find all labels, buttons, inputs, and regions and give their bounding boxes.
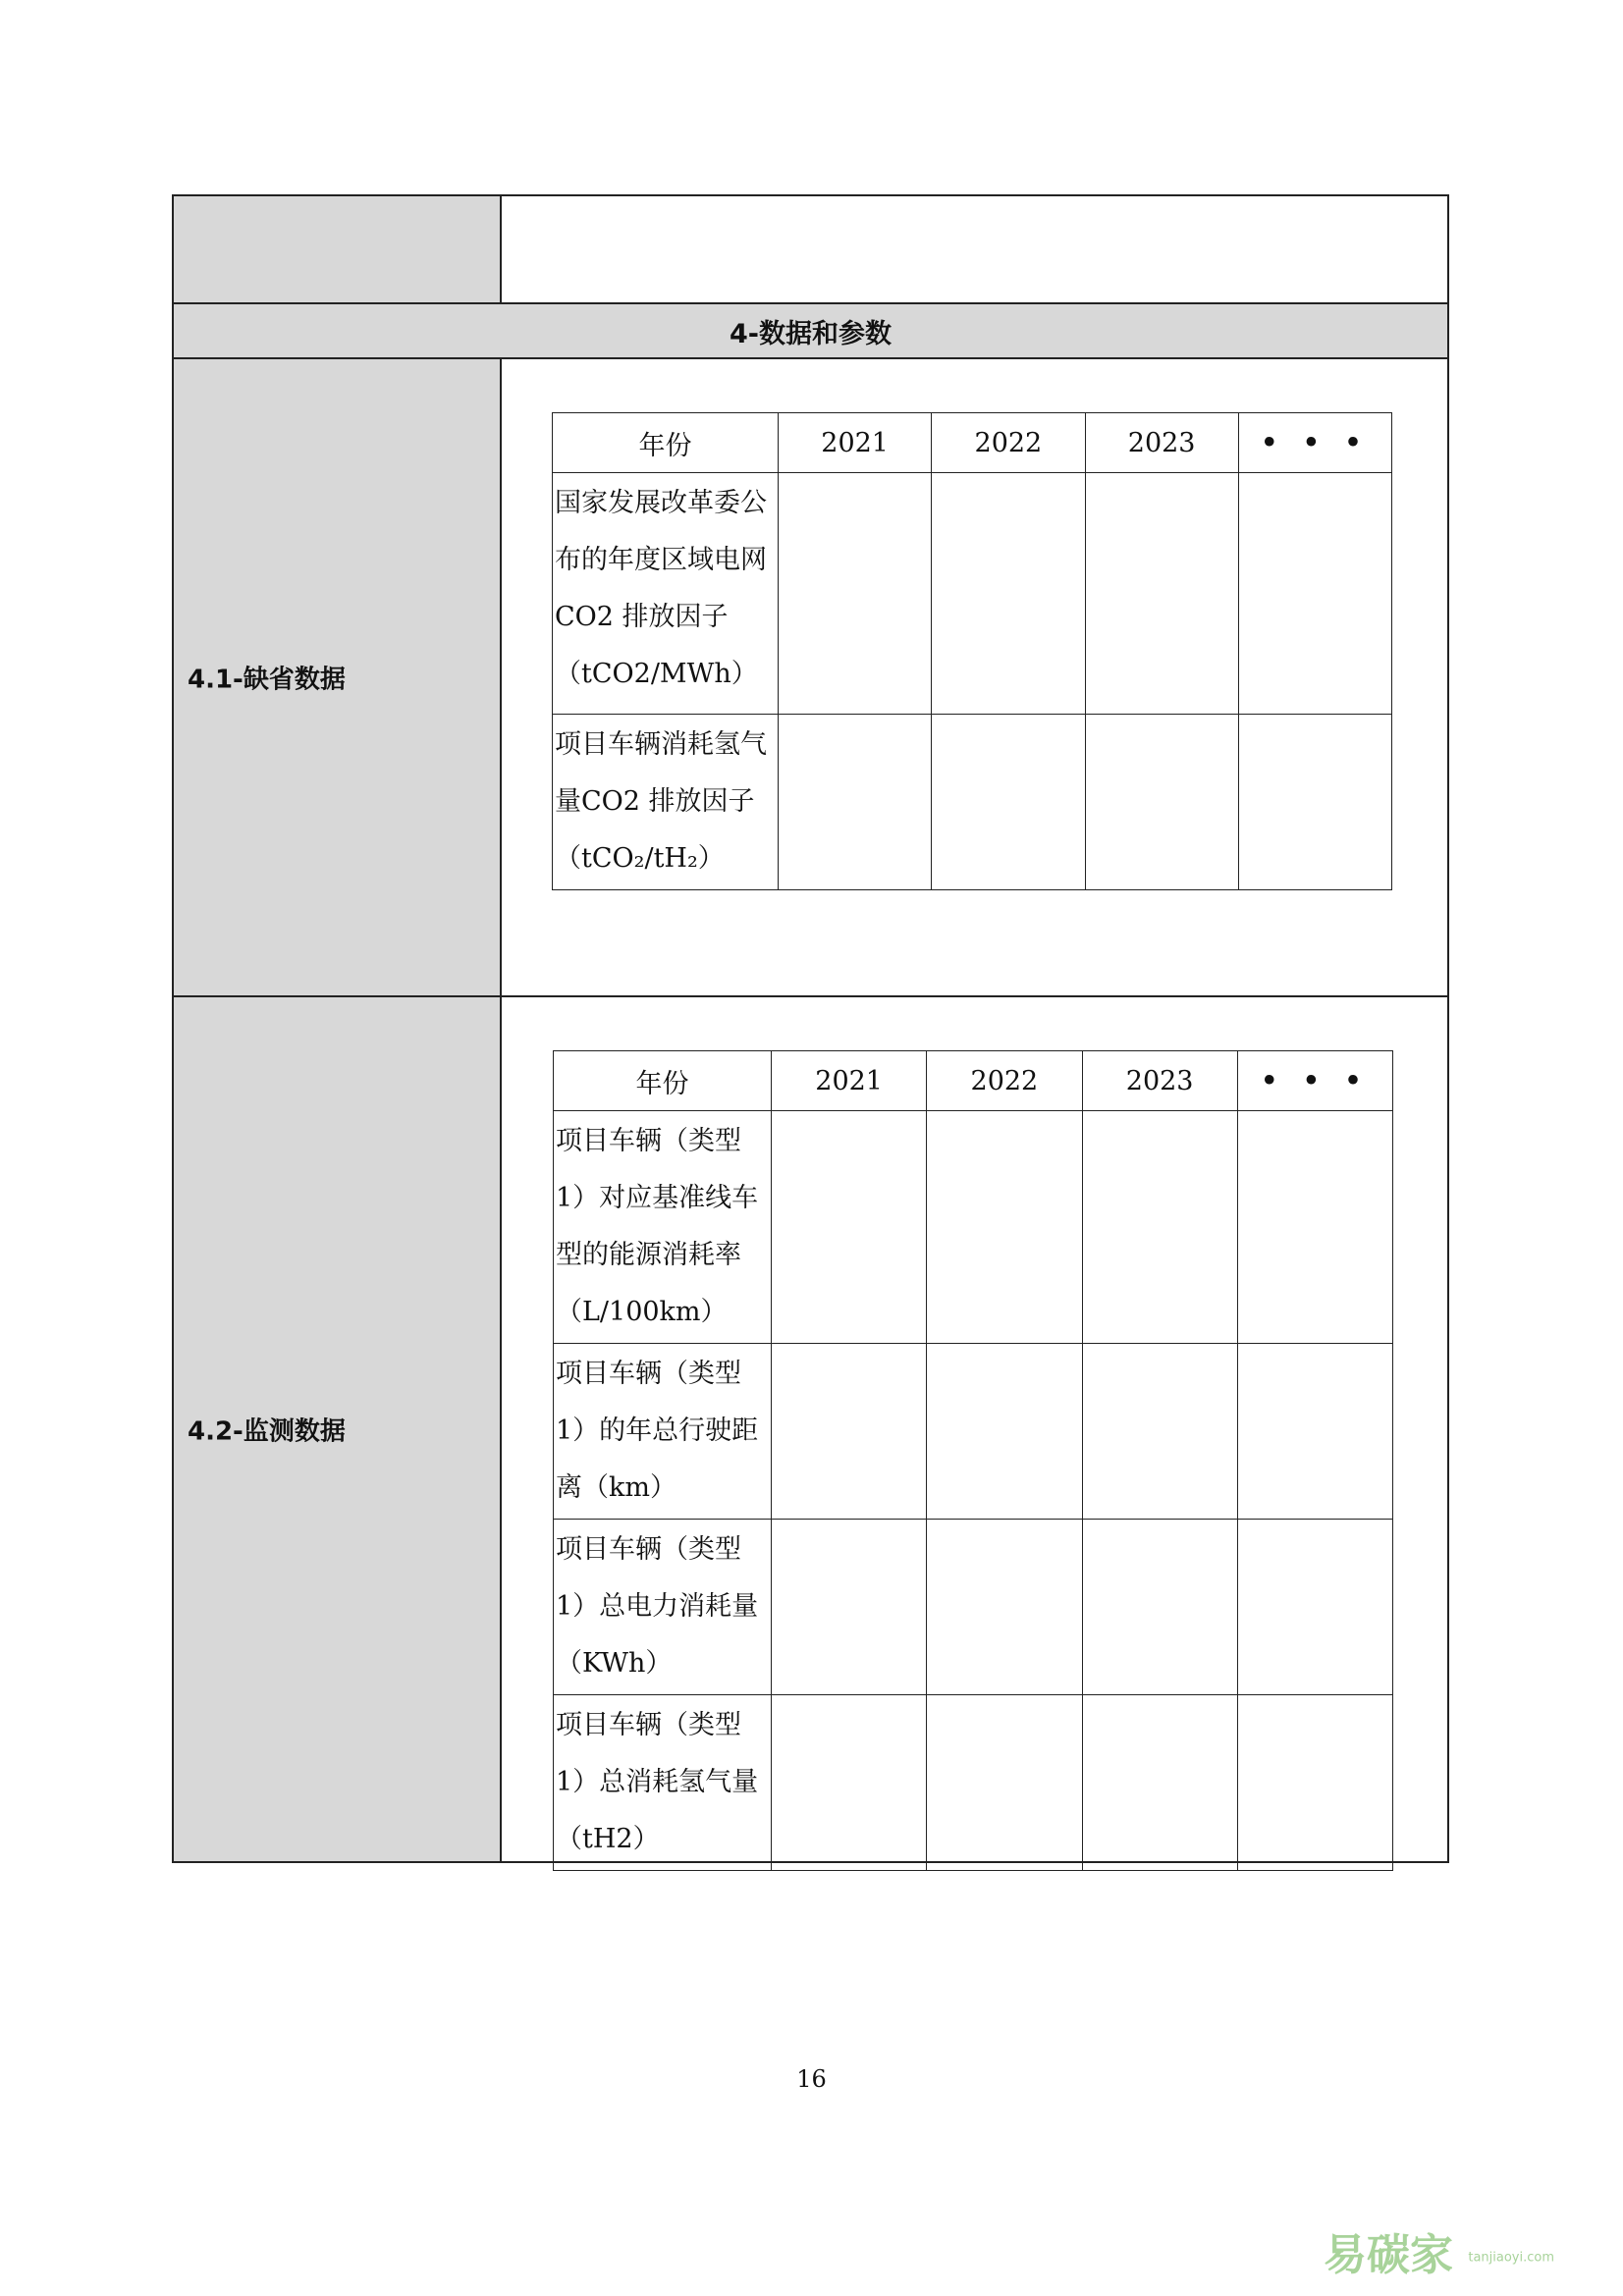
header-2021: 2021 bbox=[772, 1051, 927, 1111]
label-cell-empty bbox=[174, 196, 502, 302]
header-2023: 2023 bbox=[1085, 413, 1238, 473]
header-year: 年份 bbox=[554, 1051, 772, 1111]
monitoring-data-row bbox=[174, 997, 1447, 1861]
value-cell[interactable] bbox=[1238, 473, 1391, 715]
table-row bbox=[554, 1344, 1393, 1520]
value-cell[interactable] bbox=[1237, 1111, 1392, 1344]
section-title: 4-数据和参数 bbox=[730, 318, 892, 349]
value-cell[interactable] bbox=[932, 715, 1085, 890]
value-cell[interactable] bbox=[1082, 1520, 1237, 1695]
label-cell bbox=[174, 359, 502, 995]
watermark-domain: tanjiaoyi.com bbox=[1468, 2250, 1554, 2266]
form-table bbox=[172, 194, 1449, 1863]
value-cell[interactable] bbox=[1082, 1111, 1237, 1344]
table-row bbox=[554, 1520, 1393, 1695]
value-cell[interactable] bbox=[1237, 1344, 1392, 1520]
header-2022: 2022 bbox=[932, 413, 1085, 473]
param-grid-emission-factor: 国家发展改革委公布的年度区域电网 CO2 排放因子（tCO2/MWh） bbox=[553, 473, 779, 715]
value-cell[interactable] bbox=[1238, 715, 1391, 890]
value-cell[interactable] bbox=[1085, 473, 1238, 715]
table-row bbox=[554, 1695, 1393, 1871]
table-header-row bbox=[553, 413, 1392, 473]
monitoring-data-table bbox=[553, 1050, 1393, 1871]
header-ellipsis: • • • bbox=[1237, 1051, 1392, 1111]
value-cell[interactable] bbox=[772, 1344, 927, 1520]
value-cell[interactable] bbox=[1237, 1695, 1392, 1871]
value-cell[interactable] bbox=[772, 1695, 927, 1871]
value-cell[interactable] bbox=[772, 1111, 927, 1344]
page-number: 16 bbox=[796, 2065, 827, 2093]
value-cell[interactable] bbox=[1085, 715, 1238, 890]
monitoring-data-label: 4.2-监测数据 bbox=[188, 1416, 346, 1447]
param-hydrogen-consumption: 项目车辆（类型1）总消耗氢气量（tH2） bbox=[554, 1695, 772, 1871]
param-baseline-energy-rate: 项目车辆（类型1）对应基准线车型的能源消耗率（L/100km） bbox=[554, 1111, 772, 1344]
table-row bbox=[553, 715, 1392, 890]
table-row-top bbox=[174, 196, 1447, 304]
table-row bbox=[553, 473, 1392, 715]
value-cell[interactable] bbox=[779, 473, 932, 715]
value-cell[interactable] bbox=[1082, 1695, 1237, 1871]
value-cell[interactable] bbox=[1082, 1344, 1237, 1520]
param-electricity-consumption: 项目车辆（类型1）总电力消耗量（KWh） bbox=[554, 1520, 772, 1695]
table-header-row bbox=[554, 1051, 1393, 1111]
value-cell[interactable] bbox=[1237, 1520, 1392, 1695]
watermark-logo bbox=[1324, 2219, 1554, 2282]
value-cell[interactable] bbox=[772, 1520, 927, 1695]
watermark-text: 易碳家 bbox=[1324, 2230, 1454, 2280]
default-data-label: 4.1-缺省数据 bbox=[188, 665, 346, 695]
header-2022: 2022 bbox=[927, 1051, 1082, 1111]
table-row bbox=[554, 1111, 1393, 1344]
header-2021: 2021 bbox=[779, 413, 932, 473]
value-cell[interactable] bbox=[932, 473, 1085, 715]
value-cell[interactable] bbox=[779, 715, 932, 890]
header-year: 年份 bbox=[553, 413, 779, 473]
header-ellipsis: • • • bbox=[1238, 413, 1391, 473]
param-hydrogen-emission-factor: 项目车辆消耗氢气量CO2 排放因子（tCO₂/tH₂） bbox=[553, 715, 779, 890]
value-cell[interactable] bbox=[927, 1520, 1082, 1695]
label-cell bbox=[174, 997, 502, 1861]
default-data-row bbox=[174, 359, 1447, 997]
value-cell[interactable] bbox=[927, 1111, 1082, 1344]
default-data-table bbox=[552, 412, 1392, 890]
param-annual-distance: 项目车辆（类型1）的年总行驶距离（km） bbox=[554, 1344, 772, 1520]
header-2023: 2023 bbox=[1082, 1051, 1237, 1111]
value-cell[interactable] bbox=[927, 1344, 1082, 1520]
value-cell[interactable] bbox=[927, 1695, 1082, 1871]
section-header-row bbox=[174, 304, 1447, 359]
